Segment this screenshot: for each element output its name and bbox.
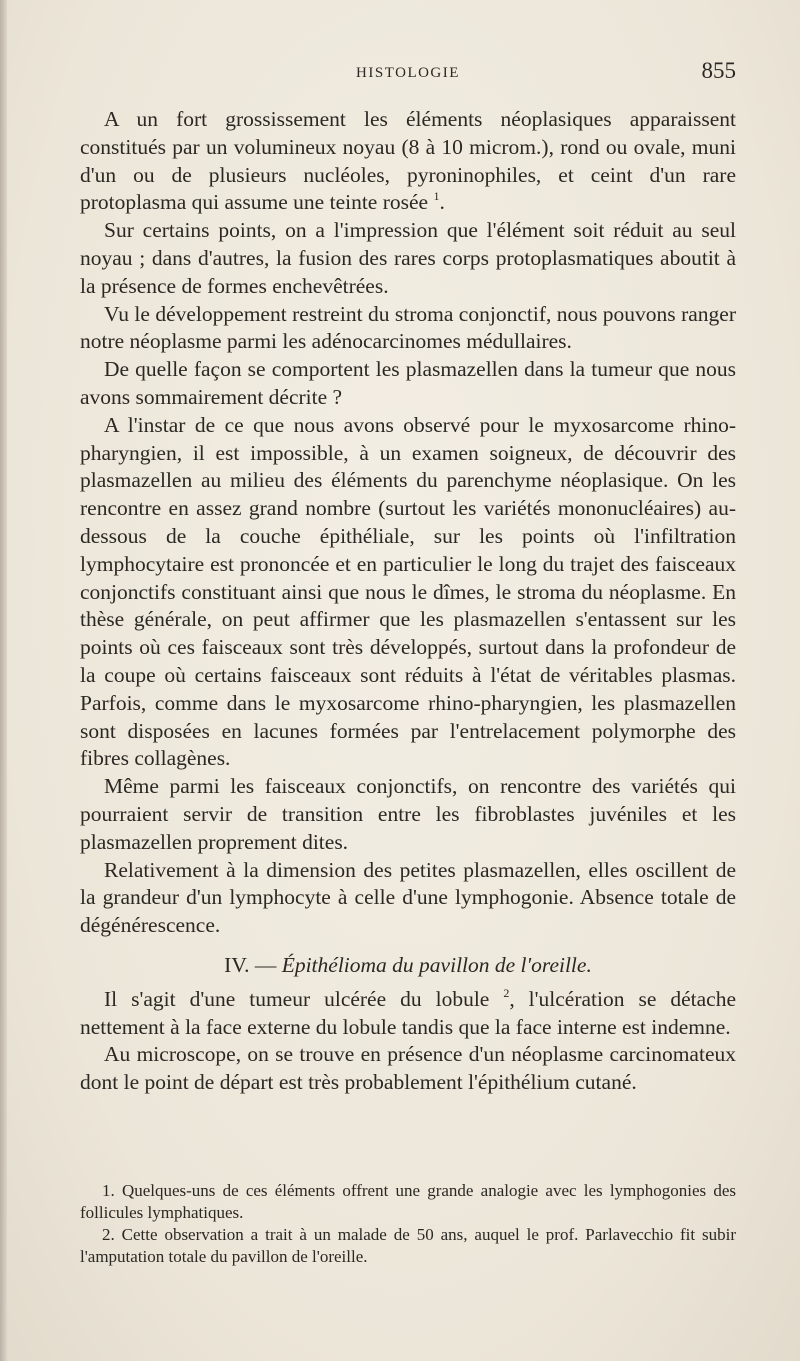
paragraph: Sur certains points, on a l'impression que l'élément soit réduit au seul noyau ; dans d'autres, la fusion des rares corps protoplasmatiques aboutit à la présence de formes enchevêtrées. xyxy=(80,218,736,298)
body-text xyxy=(80,106,736,1097)
section-heading xyxy=(80,952,736,980)
paragraph: Relativement à la dimension des petites plasmazellen, elles oscillent de la grandeur d'un lymphocyte à celle d'une lymphogonie. Absence totale de dégénérescence. xyxy=(80,857,736,938)
page-header xyxy=(80,58,736,92)
section-title: Épithélioma du pavillon de l'oreille. xyxy=(281,952,592,977)
paragraph: A l'instar de ce que nous avons observé pour le myxosarcome rhino-pharyngien, il est impossible, à un examen soigneux, de découvrir des plasmazellen au milieu des éléments du parenchyme néoplasique. On les rencontre en assez grand nombre (surtout les variétés mononucléaires) au-dessous de la couche épithéliale, sur les points où l'infiltration lymphocytaire est prononcée et en particulier le long du trajet des faisceaux conjonctifs constituant ainsi que nous le dîmes, le stroma du néoplasme. En thèse générale, on peut affirmer que les plasmazellen s'entassent sur les points où ces faisceaux sont très développés, surtout dans la profondeur de la coupe où certains faisceaux sont réduits à l'état de véritables plasmas. Parfois, comme dans le myxosarcome rhino-pharyngien, les plasmazellen sont disposées en lacunes formées par l'entrelacement polymorphe des fibres collagènes. xyxy=(80,412,736,771)
footnote-ref: 2 xyxy=(503,985,510,1000)
running-head: HISTOLOGIE xyxy=(356,65,460,81)
page-binding-edge xyxy=(0,0,7,1361)
footnote: 2. Cette observation a trait à un malade de 50 ans, auquel le prof. Parlavecchio fit subir l'amputation totale du pavillon de l'oreille. xyxy=(80,1225,736,1266)
page-number: 855 xyxy=(701,58,736,83)
paragraph: Vu le développement restreint du stroma conjonctif, nous pouvons ranger notre néoplasme parmi les adénocarcinomes médullaires. xyxy=(80,301,736,354)
paragraph: Il s'agit d'une tumeur ulcérée du lobule $^2$, l'ulcération se détache nettement à la face externe du lobule tandis que la face interne est indemne. xyxy=(80,985,736,1039)
paragraph: Même parmi les faisceaux conjonctifs, on rencontre des variétés qui pourraient servir de transition entre les fibroblastes juvéniles et les plasmazellen proprement dites. xyxy=(80,774,736,854)
paragraph: Au microscope, on se trouve en présence d'un néoplasme carcinomateux dont le point de départ est très probablement l'épithélium cutané. xyxy=(80,1042,736,1095)
paragraph: De quelle façon se comportent les plasmazellen dans la tumeur que nous avons sommairement décrite ? xyxy=(80,357,736,409)
section-number: IV. — xyxy=(224,952,282,977)
paragraph: A un fort grossissement les éléments néoplasiques apparaissent constitués par un volumineux noyau (8 à 10 microm.), rond ou ovale, muni d'un ou de plusieurs nucléoles, pyroninophiles, et ceint d'un rare protoplasma qui assume une teinte rosée $^1$. xyxy=(80,107,736,215)
footnotes xyxy=(80,1180,736,1268)
footnote-ref: 1 xyxy=(433,189,440,204)
footnote: 1. Quelques-uns de ces éléments offrent une grande analogie avec les lymphogonies des follicules lymphatiques. xyxy=(80,1181,736,1222)
